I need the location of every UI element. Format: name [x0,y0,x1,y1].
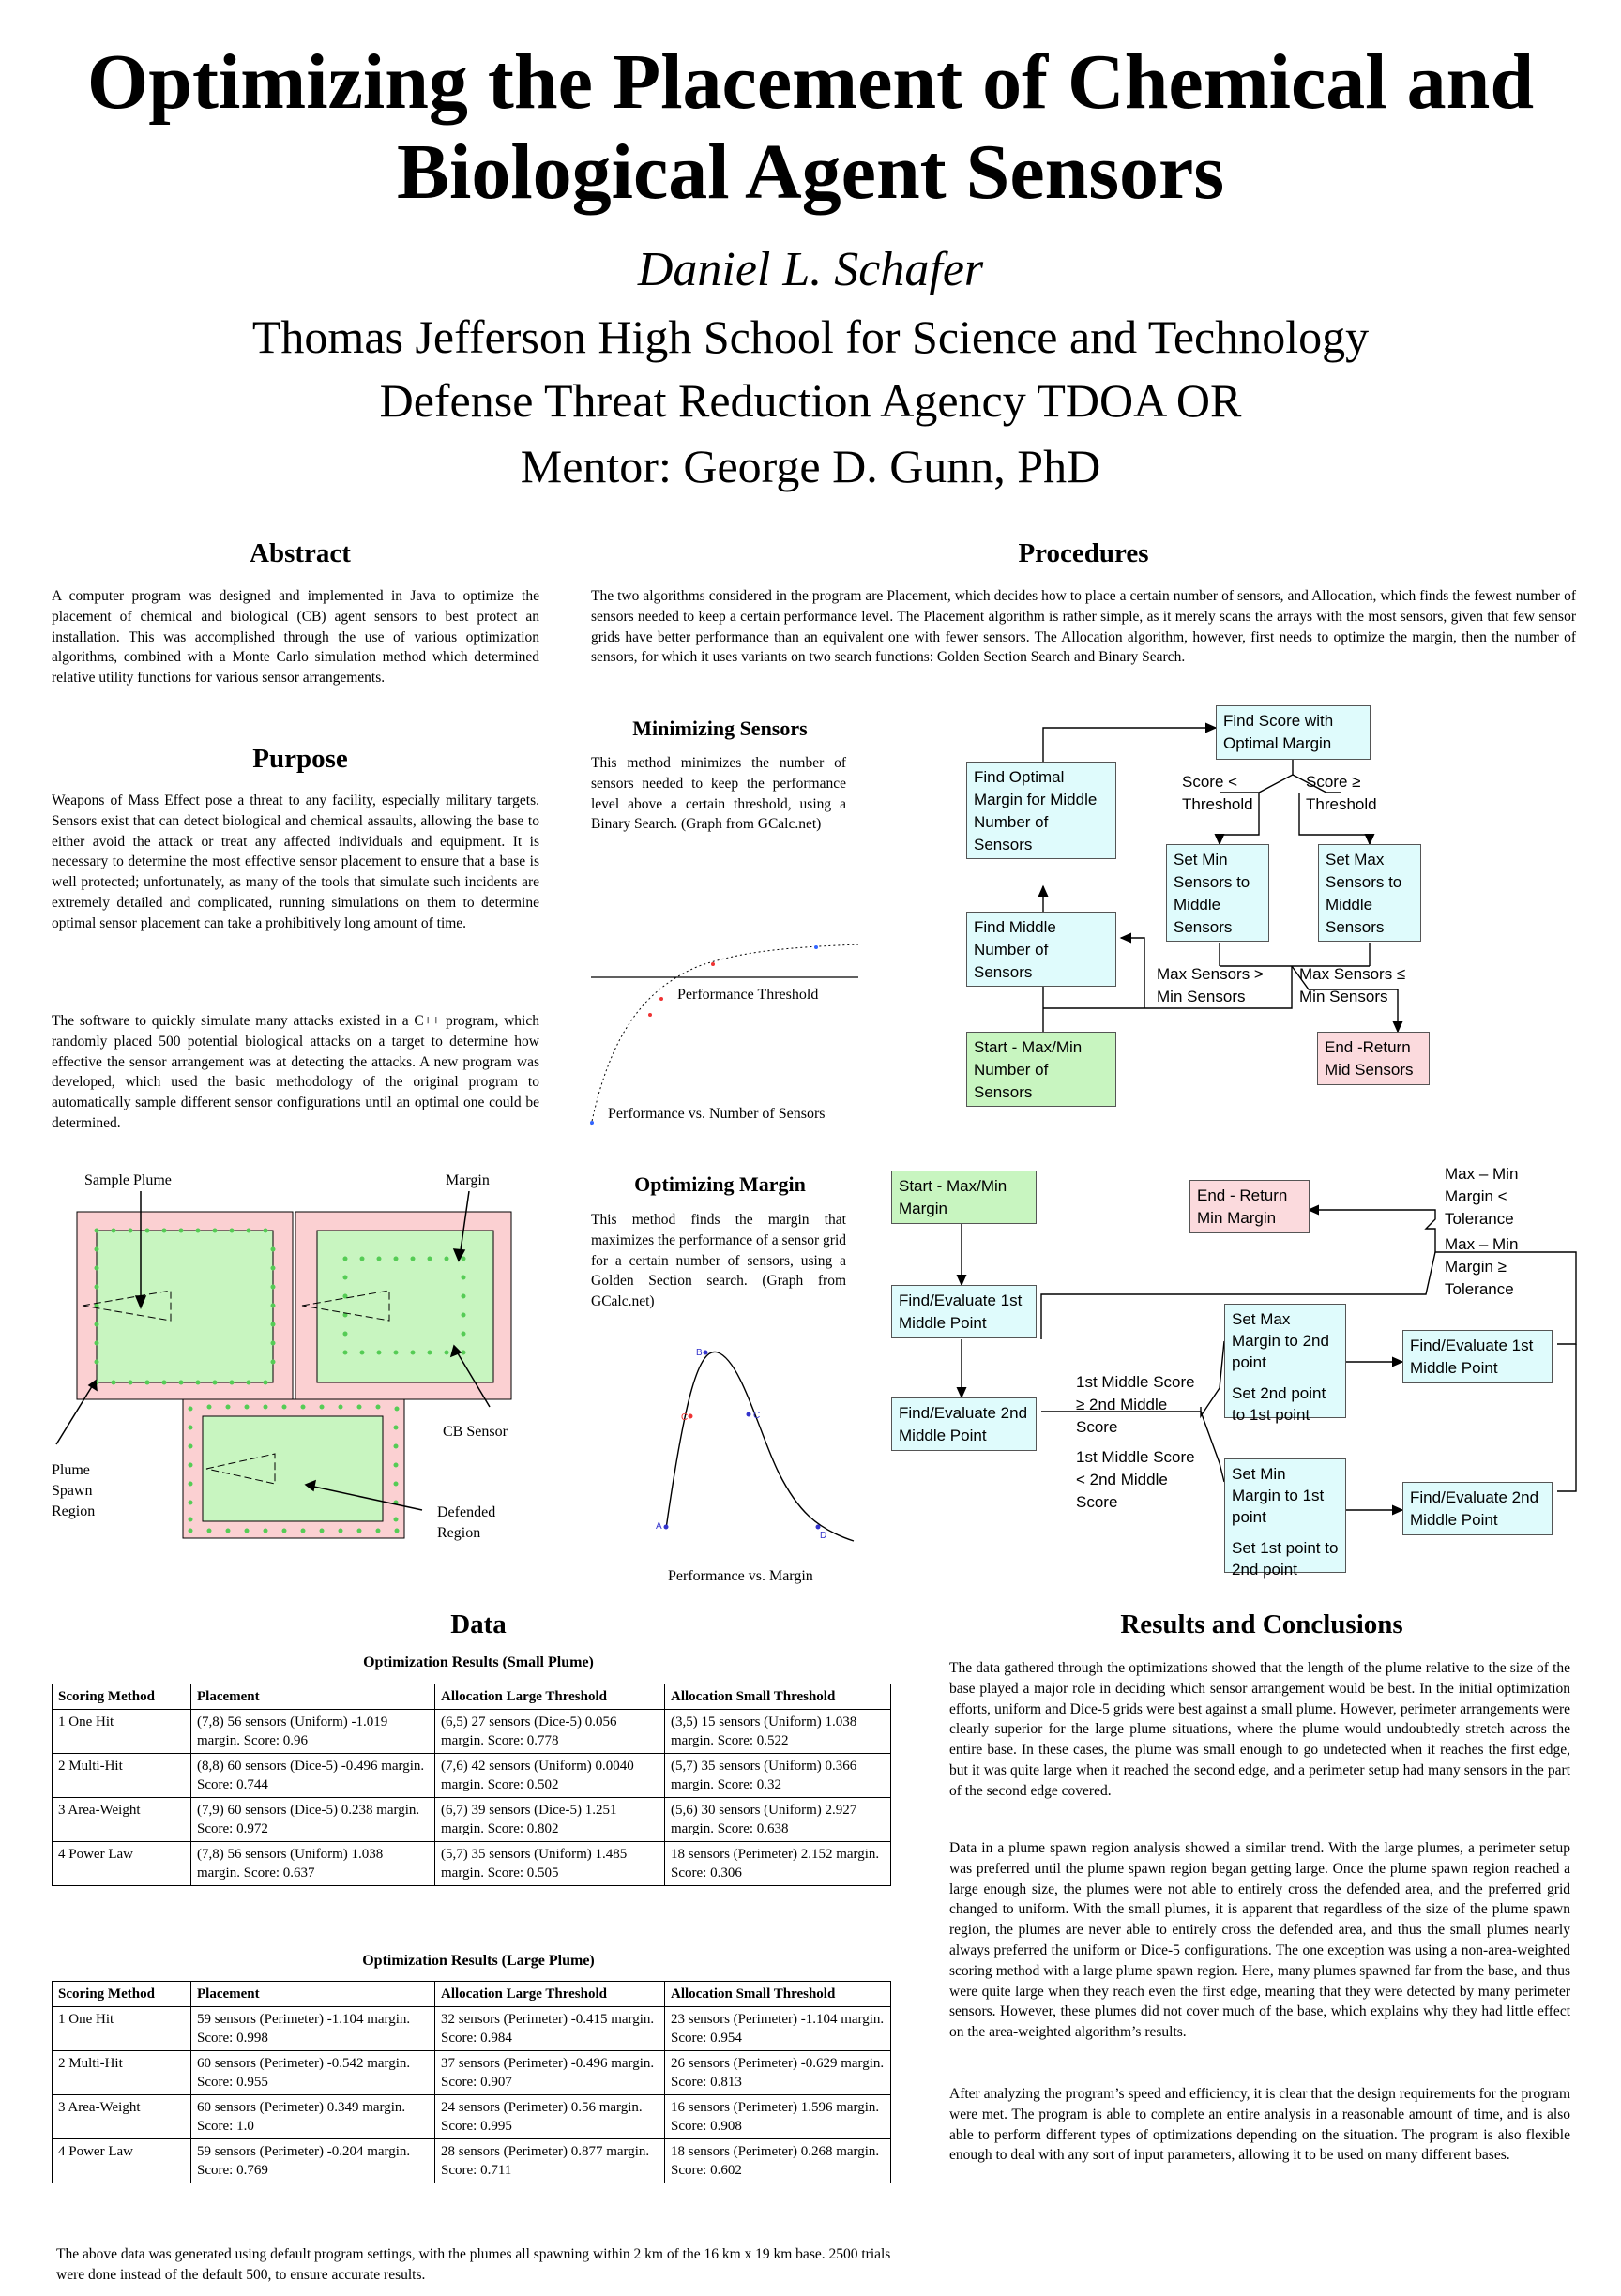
right-defended-region [317,1231,493,1382]
cell: (5,7) 35 sensors (Uniform) 1.485 margin. Score: 0.505 [435,1842,665,1886]
small-plume-caption: Optimization Results (Small Plume) [363,1654,594,1670]
flow1-set-max-box: Set Max Sensors to Middle Sensors [1318,844,1421,942]
flow2-find1-right-box: Find/Evaluate 1st Middle Point [1402,1330,1553,1383]
defended-region-label: Defended Region [437,1504,496,1541]
sensors-graph-caption: Performance vs. Number of Sensors [608,1106,826,1122]
affiliation-school: Thomas Jefferson High School for Science and Technology [251,310,1370,363]
curve-point [814,945,818,949]
flow2-find1-box: Find/Evaluate 1st Middle Point [891,1285,1037,1338]
cell: 4 Power Law [53,2139,191,2183]
point-d-marker [816,1525,821,1530]
table-header-row [53,1684,891,1710]
abstract-heading: Abstract [250,538,351,568]
point-c1-label: C [681,1412,689,1423]
cell: (6,7) 39 sensors (Dice-5) 1.251 margin. Score: 0.802 [435,1798,665,1842]
data-footnote: The above data was generated using default program settings, with the plumes all spawning within 2 km of the 16 km x 19 km base. 2500 trials were done instead of the default 500, to ensure accurate results. [56,2246,891,2283]
cell: 60 sensors (Perimeter) 0.349 margin. Score: 1.0 [191,2095,435,2139]
flow2-set-min-box [1224,1458,1346,1578]
cell: 26 sensors (Perimeter) -0.629 margin. Score: 0.813 [665,2051,891,2095]
affiliation-agency: Defense Threat Reduction Agency TDOA OR [379,374,1242,427]
cell: (6,5) 27 sensors (Dice-5) 0.056 margin. Score: 0.778 [435,1710,665,1754]
cell: (3,5) 15 sensors (Uniform) 1.038 margin. Score: 0.522 [665,1710,891,1754]
results-heading: Results and Conclusions [1120,1609,1403,1639]
mentor: Mentor: George D. Gunn, PhD [520,440,1101,492]
point-b-marker [704,1351,708,1355]
flow1-end-box: End -Return Mid Sensors [1317,1032,1430,1085]
header-cell: Allocation Small Threshold [665,1684,891,1710]
flow2-score-lt-label: 1st Middle Score < 2nd Middle Score [1076,1448,1195,1511]
flow1-find-middle-box: Find Middle Number of Sensors [966,912,1116,987]
header-cell: Allocation Large Threshold [435,1684,665,1710]
purpose-paragraph-1: Weapons of Mass Effect pose a threat to any facility, especially military targets. Sensors exist that can detect biological and chemical assaults, allowing the base to either avoid the attack or treat any affected individuals and equipment. It is necessary to determine the most effective sensor placement to ensure that a base is well protected; unfortunately, as many of the tools that simulate such incidents are extremely detailed and complicated, running simulations on them to determine optimal sensor placement can take a prohibitively long amount of time. [52,793,539,931]
cell: (5,7) 35 sensors (Uniform) 0.366 margin. Score: 0.32 [665,1754,891,1798]
curve-point [648,1013,652,1017]
cell: 32 sensors (Perimeter) -0.415 margin. Score: 0.984 [435,2007,665,2051]
cell: 28 sensors (Perimeter) 0.877 margin. Score: 0.711 [435,2139,665,2183]
sensors-graph [586,924,858,1135]
point-c2-label: C [753,1411,761,1421]
table-row [53,2051,891,2095]
curve-point [711,962,715,966]
table-header-row [53,1982,891,2007]
sample-plume-label: Sample Plume [84,1172,172,1188]
purpose-paragraph-2: The software to quickly simulate many attacks existed in a C++ program, which randomly placed 500 potential biological attacks on a target to determine how effective the sensor arrangement was at detecting the attacks. A new program was developed, which used the basic methodology of the original program to automatically sample different sensor configurations until an optimal one could be determined. [52,1013,539,1131]
cell: (7,9) 60 sensors (Dice-5) 0.238 margin. Score: 0.972 [191,1798,435,1842]
data-heading: Data [450,1609,507,1639]
small-plume-table [52,1684,891,1886]
header-cell: Placement [191,1982,435,2007]
large-plume-table [52,1981,891,2183]
flow2-end-box: End - Return Min Margin [1189,1180,1310,1233]
flow1-find-optimal-box: Find Optimal Margin for Middle Number of Sensors [966,762,1116,859]
flow1-score-ge-label: Score ≥ Threshold [1306,773,1377,813]
table-row [53,1798,891,1842]
cell: 23 sensors (Perimeter) -1.104 margin. Score: 0.954 [665,2007,891,2051]
point-b-label: B [696,1348,703,1358]
table-row [53,2095,891,2139]
optimizing-heading: Optimizing Margin [634,1172,806,1196]
cell: 59 sensors (Perimeter) -1.104 margin. Score: 0.998 [191,2007,435,2051]
cell: 2 Multi-Hit [53,2051,191,2095]
cell: 1 One Hit [53,2007,191,2051]
margin-graph-caption: Performance vs. Margin [668,1568,813,1584]
results-paragraph-1: The data gathered through the optimizations showed that the length of the plume relative to the size of the base played a major role in deciding which sensor arrangement would be best. In the initial optimization efforts, uniform and Dice-5 grids were best against a small plume. However, perimeter arrangements were clearly superior for the large plume situations, where the plume would undoubtedly stretch across the entire base. In these cases, the plume was small enough to go undetected when it reaches the first edge, but it was quite large when it reached the second edge, and a perimeter setup had many sensors in the part of the second edge covered. [949,1660,1570,1799]
point-c2-marker [747,1412,751,1417]
cell: 60 sensors (Perimeter) -0.542 margin. Score: 0.955 [191,2051,435,2095]
cell: (8,8) 60 sensors (Dice-5) -0.496 margin. Score: 0.744 [191,1754,435,1798]
purpose-heading: Purpose [252,744,348,774]
table-row [53,1710,891,1754]
table-row [53,1842,891,1886]
minimizing-heading: Minimizing Sensors [632,717,808,740]
cell: 16 sensors (Perimeter) 1.596 margin. Score: 0.908 [665,2095,891,2139]
minimizing-text: This method minimizes the number of sensors needed to keep the performance level above a certain threshold, using a Binary Search. (Graph from GCalc.net) [591,755,846,833]
table-row [53,1754,891,1798]
table-row [53,2007,891,2051]
performance-curve [591,944,858,1125]
flow1-max-gt-label: Max Sensors > Min Sensors [1157,965,1264,1005]
results-paragraph-3: After analyzing the program’s speed and efficiency, it is clear that the design requirements for the program were met. The program is able to complete an entire analysis in a reasonable amount of time, and is also able to perform different types of optimizations depending on the situation. The program is also flexible enough to deal with any sort of input parameters, allowing it to be used on many different bases. [949,2086,1570,2164]
flow2-set-max-box [1224,1304,1346,1424]
cell: 18 sensors (Perimeter) 2.152 margin. Score: 0.306 [665,1842,891,1886]
flow2-find2-box: Find/Evaluate 2nd Middle Point [891,1397,1037,1451]
poster-title: Optimizing the Placement of Chemical and Biological Agent Sensors [86,38,1535,216]
flow2-set-max-line-1: Set Max Margin to 2nd point [1232,1310,1329,1371]
author-name: Daniel L. Schafer [637,243,984,296]
cell: (7,6) 42 sensors (Uniform) 0.0040 margin. Score: 0.502 [435,1754,665,1798]
curve-point [659,997,663,1001]
flow1-find-score-box: Find Score with Optimal Margin [1216,705,1371,760]
curve-point [590,1121,594,1125]
flow2-start-box: Start - Max/Min Margin [891,1171,1037,1224]
cell: 59 sensors (Perimeter) -0.204 margin. Score: 0.769 [191,2139,435,2183]
cell: 18 sensors (Perimeter) 0.268 margin. Score: 0.602 [665,2139,891,2183]
cell: 4 Power Law [53,1842,191,1886]
header-cell: Scoring Method [53,1684,191,1710]
flow1-start-box: Start - Max/Min Number of Sensors [966,1032,1116,1107]
header-cell: Scoring Method [53,1982,191,2007]
spawn-region-label: Plume Spawn Region [52,1462,96,1519]
point-c1-marker [689,1414,693,1419]
threshold-label: Performance Threshold [677,987,819,1003]
cell: 37 sensors (Perimeter) -0.496 margin. Score: 0.907 [435,2051,665,2095]
optimizing-text: This method finds the margin that maximizes the performance of a sensor grid for a certain number of sensors, using a Golden Section search. (Graph from GCalc.net) [591,1212,847,1310]
cell: 3 Area-Weight [53,2095,191,2139]
cell: 1 One Hit [53,1710,191,1754]
procedures-heading: Procedures [1018,538,1149,568]
flow2-find2-right-box: Find/Evaluate 2nd Middle Point [1402,1482,1553,1535]
cell: (5,6) 30 sensors (Uniform) 2.927 margin. Score: 0.638 [665,1798,891,1842]
flow2-cond-lt-label: Max – Min Margin < Tolerance [1445,1165,1519,1228]
point-d-label: D [820,1531,827,1541]
flow2-set-max-line-2: Set 2nd point to 1st point [1232,1384,1326,1424]
abstract-text: A computer program was designed and implemented in Java to optimize the placement of chemical and biological (CB) agent sensors to best protect an installation. This was accomplished through the use of various optimization algorithms, combined with a Monte Carlo simulation method which determined relative utility functions for various sensor arrangements. [52,588,539,687]
margin-label: Margin [446,1172,490,1188]
cell: 2 Multi-Hit [53,1754,191,1798]
cell: 24 sensors (Perimeter) 0.56 margin. Score: 0.995 [435,2095,665,2139]
large-plume-caption: Optimization Results (Large Plume) [362,1953,595,1969]
left-defended-region [97,1231,273,1382]
margin-graph [647,1341,863,1590]
procedures-intro: The two algorithms considered in the program are Placement, which decides how to place a certain number of sensors, and Allocation, which finds the fewest number of sensors needed to keep a certain performance level. The Placement algorithm is rather simple, as it merely scans the arrays with the most sensors, given that few sensor grids have better performance than an equivalent one with fewer sensors. The Allocation algorithm, however, first needs to optimize the margin, then the number of sensors, for which it uses variants on two search functions: Golden Section Search and Binary Search. [591,588,1576,666]
flow1-set-min-box: Set Min Sensors to Middle Sensors [1166,844,1269,942]
results-paragraph-2: Data in a plume spawn region analysis showed a similar trend. With the large plumes, a perimeter setup was preferred until the plume spawn region began getting large. Once the plume spawn region reached a large enough size, the plumes were not able to entirely cross the defended area, and the preferred grid changed to uniform. With the small plumes, it is apparent that regardless of the size of the plume spawn region, the plumes are never able to entirely cross the defended area, and thus the small plumes nearly always preferred the uniform or Dice-5 configurations. The one exception was using a non-area-weighted scoring method with a large plume spawn region. Here, many plumes spawned far from the base, and thus were quite large when they reach even the first edge, meaning that they were detected by many perimeter sensors. However, these plumes did not cover much of the base, which explains why they had little effect on the area-weighted algorithm’s results. [949,1840,1570,2041]
table-row [53,2139,891,2183]
cell: 3 Area-Weight [53,1798,191,1842]
flow1-score-lt-label: Score < Threshold [1182,773,1253,813]
header-cell: Allocation Small Threshold [665,1982,891,2007]
point-a-marker [664,1525,669,1530]
spawn-region-pointer [56,1383,94,1444]
header-cell: Placement [191,1684,435,1710]
flow2-set-min-line-2: Set 1st point to 2nd point [1232,1539,1339,1578]
flow2-score-ge-label: 1st Middle Score ≥ 2nd Middle Score [1076,1373,1195,1436]
flow2-set-min-line-1: Set Min Margin to 1st point [1232,1465,1325,1526]
cell: (7,8) 56 sensors (Uniform) 1.038 margin. Score: 0.637 [191,1842,435,1886]
bottom-defended-region [203,1416,383,1521]
point-a-label: A [656,1521,662,1532]
cell: (7,8) 56 sensors (Uniform) -1.019 margin. Score: 0.96 [191,1710,435,1754]
header-cell: Allocation Large Threshold [435,1982,665,2007]
flow2-cond-ge-label: Max – Min Margin ≥ Tolerance [1445,1235,1519,1298]
cb-sensor-label: CB Sensor [443,1424,508,1440]
flow1-max-le-label: Max Sensors ≤ Min Sensors [1299,965,1406,1005]
margin-curve [666,1352,854,1541]
